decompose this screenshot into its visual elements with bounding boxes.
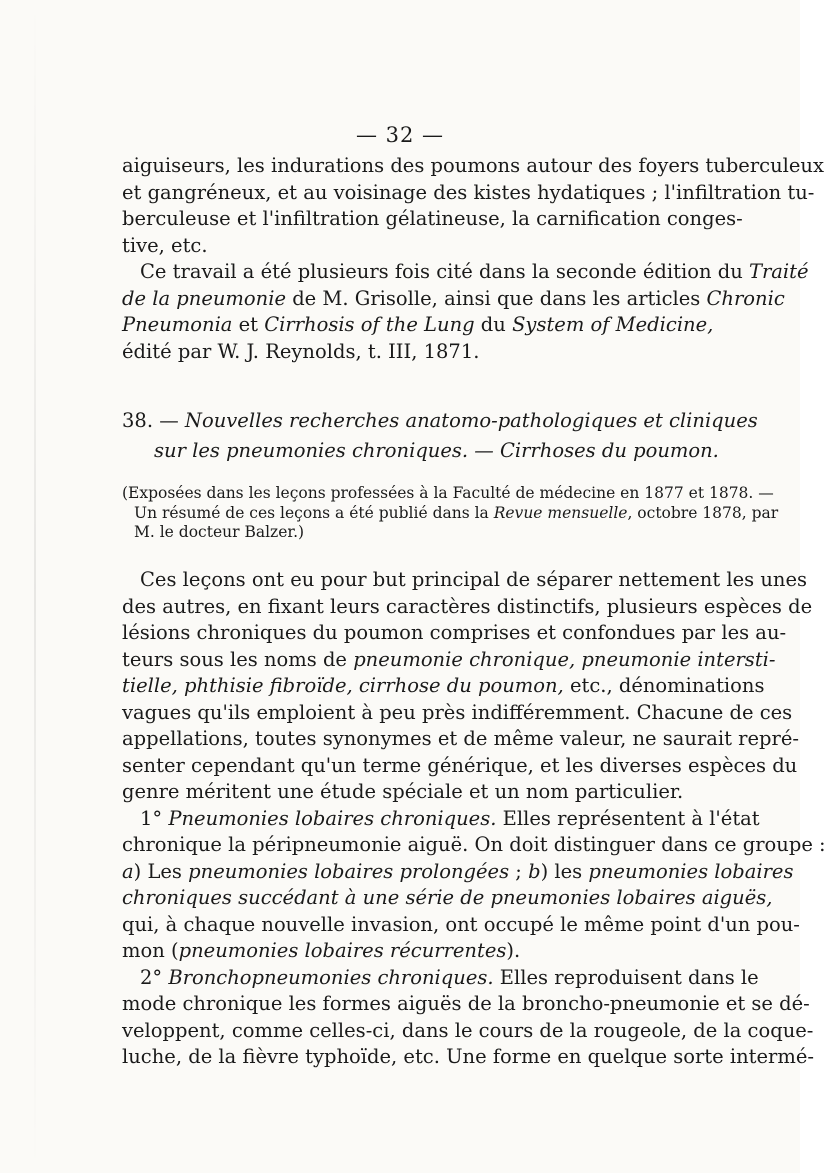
- note-line: Un résumé de ces leçons a été publié dans la Revue mensuelle, octobre 1878, par: [134, 503, 779, 522]
- continuation-paragraphs: [122, 153, 824, 365]
- page-edge-shadow: [34, 0, 36, 1173]
- text-line: a) Les pneumonies lobaires prolongées ; b) les pneumonies lobaires: [122, 859, 794, 883]
- body-paragraphs: [122, 567, 826, 1071]
- text-line: Ce travail a été plusieurs fois cité dans la seconde édition du Traité: [140, 260, 809, 283]
- entry-heading: [122, 406, 758, 466]
- text-line: 1° Pneumonies lobaires chroniques. Elles représentent à l'état: [140, 806, 760, 830]
- entry-title-line: 38. — Nouvelles recherches anatomo-pathologiques et cliniques: [122, 409, 758, 432]
- text-line: tive, etc.: [122, 233, 208, 257]
- text-line: mon (pneumonies lobaires récurrentes).: [122, 939, 521, 962]
- text-line: tielle, phthisie fibroïde, cirrhose du poumon, etc., dénominations: [122, 674, 765, 697]
- text-line: mode chronique les formes aiguës de la broncho-pneumonie et se dé-: [122, 992, 810, 1015]
- text-line: et gangréneux, et au voisinage des kistes hydatiques ; l'infiltration tu-: [122, 180, 815, 204]
- text-line: chroniques succédant à une série de pneumonies lobaires aiguës,: [122, 886, 773, 909]
- text-line: Ces leçons ont eu pour but principal de séparer nettement les unes: [140, 568, 808, 591]
- text-line: aiguiseurs, les indurations des poumons autour des foyers tuberculeux: [122, 154, 824, 177]
- text-line: appellations, toutes synonymes et de même valeur, ne saurait repré-: [122, 727, 799, 750]
- text-line: lésions chroniques du poumon comprises et confondues par les au-: [122, 621, 787, 644]
- text-line: qui, à chaque nouvelle invasion, ont occupé le même point d'un pou-: [122, 912, 800, 936]
- text-line: veloppent, comme celles-ci, dans le cours de la rougeole, de la coque-: [122, 1018, 814, 1042]
- entry-title-line: sur les pneumonies chroniques. — Cirrhoses du poumon.: [154, 439, 719, 462]
- text-line: genre méritent une étude spéciale et un nom particulier.: [122, 780, 684, 803]
- text-line: vagues qu'ils emploient à peu près indifféremment. Chacune de ces: [122, 700, 793, 724]
- text-line: de la pneumonie de M. Grisolle, ainsi que dans les articles Chronic: [122, 286, 785, 310]
- text-line: senter cependant qu'un terme générique, et les diverses espèces du: [122, 753, 798, 777]
- entry-number: 38. —: [122, 409, 185, 432]
- page-number: — 32 —: [355, 123, 445, 147]
- text-line: des autres, en fixant leurs caractères distinctifs, plusieurs espèces de: [122, 594, 813, 618]
- note-line: (Exposées dans les leçons professées à la Faculté de médecine en 1877 et 1878. —: [122, 484, 774, 502]
- text-line: 2° Bronchopneumonies chroniques. Elles reproduisent dans le: [140, 965, 759, 989]
- text-line: chronique la péripneumonie aiguë. On doit distinguer dans ce groupe :: [122, 833, 826, 856]
- text-line: édité par W. J. Reynolds, t. III, 1871.: [122, 339, 480, 363]
- text-line: Pneumonia et Cirrhosis of the Lung du System of Medicine,: [122, 313, 714, 336]
- text-line: luche, de la fièvre typhoïde, etc. Une forme en quelque sorte intermé-: [122, 1045, 814, 1068]
- entry-note: [122, 484, 779, 543]
- text-line: berculeuse et l'infiltration gélatineuse, la carnification conges-: [122, 207, 743, 230]
- note-line: M. le docteur Balzer.): [134, 523, 305, 541]
- text-line: teurs sous les noms de pneumonie chronique, pneumonie intersti-: [122, 647, 776, 671]
